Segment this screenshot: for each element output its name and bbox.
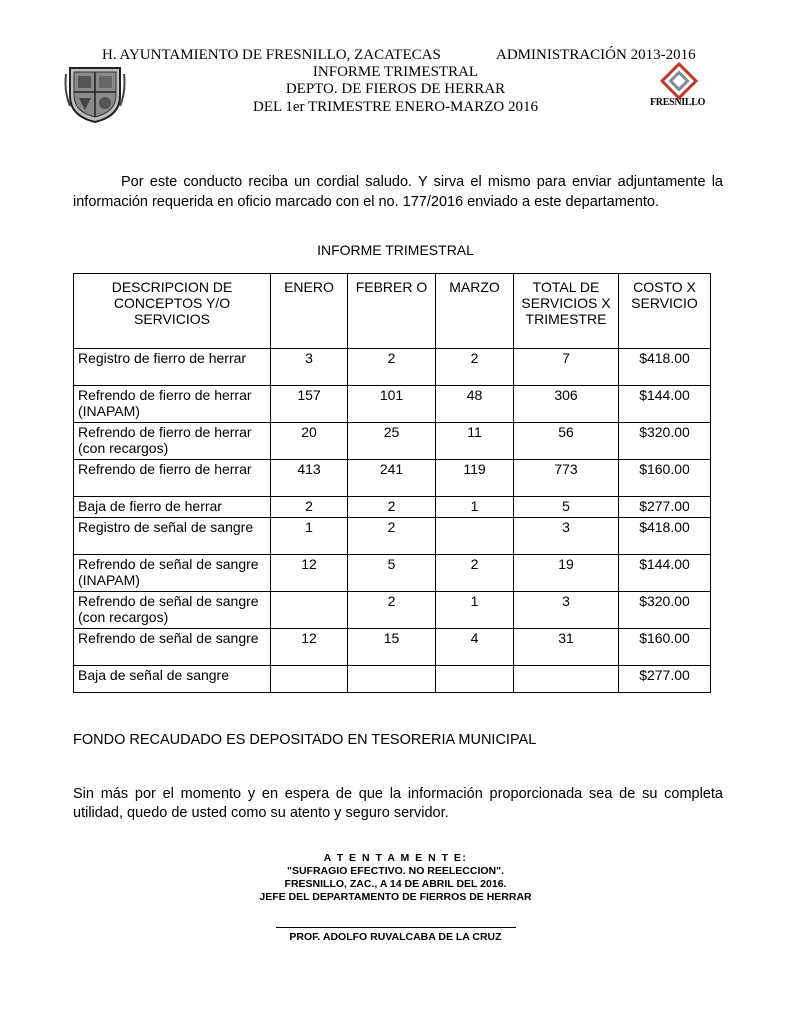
header-department: DEPTO. DE FIEROS DE HERRAR <box>285 81 506 97</box>
intro-paragraph <box>73 172 723 212</box>
cell-marzo: 48 <box>436 386 514 423</box>
intro-text: Por este conducto reciba un cordial saludo. Y sirva el mismo para enviar adjuntamente la información requerida en oficio marcado con el no. 177/2016 enviado a este departamento. <box>73 174 723 210</box>
cell-marzo: 1 <box>436 592 514 629</box>
cell-costo: $277.00 <box>619 666 711 693</box>
cell-costo: $418.00 <box>619 349 711 386</box>
cell-marzo <box>436 518 514 555</box>
cell-total <box>514 666 619 693</box>
fresnillo-logo-icon <box>648 62 710 124</box>
services-table <box>73 273 711 693</box>
cell-febrero: 2 <box>348 349 436 386</box>
table-row <box>74 497 711 518</box>
cell-febrero <box>348 666 436 693</box>
closing-paragraph: Sin más por el momento y en espera de que la información proporcionada sea de su completa utilidad, quedo de usted como su atento y seguro servidor. <box>73 786 723 821</box>
cell-description: Refrendo de fierro de herrar (INAPAM) <box>74 386 271 423</box>
cell-marzo: 11 <box>436 423 514 460</box>
cell-costo: $320.00 <box>619 423 711 460</box>
cell-total: 31 <box>514 629 619 666</box>
cell-total: 5 <box>514 497 619 518</box>
header-enero: ENERO <box>271 274 348 349</box>
cell-description: Baja de fierro de herrar <box>74 497 271 518</box>
cell-description: Refrendo de fierro de herrar (con recargos) <box>74 423 271 460</box>
cell-enero: 20 <box>271 423 348 460</box>
cell-enero <box>271 666 348 693</box>
cell-costo: $320.00 <box>619 592 711 629</box>
signature-place-date: FRESNILLO, ZAC., A 14 DE ABRIL DEL 2016. <box>284 878 507 890</box>
cell-febrero: 2 <box>348 592 436 629</box>
header-administration: ADMINISTRACIÓN 2013-2016 <box>496 47 696 63</box>
cell-marzo: 2 <box>436 349 514 386</box>
cell-description: Baja de señal de sangre <box>74 666 271 693</box>
signature-salutation: A T E N T A M E N T E: <box>323 852 468 864</box>
cell-costo: $144.00 <box>619 386 711 423</box>
cell-total: 19 <box>514 555 619 592</box>
header-municipality: H. AYUNTAMIENTO DE FRESNILLO, ZACATECAS <box>102 47 441 63</box>
cell-febrero: 241 <box>348 460 436 497</box>
cell-enero: 12 <box>271 555 348 592</box>
cell-enero: 3 <box>271 349 348 386</box>
cell-enero: 1 <box>271 518 348 555</box>
cell-total: 773 <box>514 460 619 497</box>
header-costo: COSTO X SERVICIO <box>619 274 711 349</box>
table-row <box>74 555 711 592</box>
cell-febrero: 101 <box>348 386 436 423</box>
municipal-seal-icon <box>64 62 126 124</box>
header-period: DEL 1er TRIMESTRE ENERO-MARZO 2016 <box>253 99 538 115</box>
table-row <box>74 518 711 555</box>
cell-description: Registro de fierro de herrar <box>74 349 271 386</box>
signature-motto: "SUFRAGIO EFECTIVO. NO REELECCION". <box>286 865 505 877</box>
header-description: DESCRIPCION DE CONCEPTOS Y/O SERVICIOS <box>74 274 271 349</box>
cell-enero <box>271 592 348 629</box>
cell-description: Refrendo de fierro de herrar <box>74 460 271 497</box>
cell-febrero: 2 <box>348 518 436 555</box>
table-header-row <box>74 274 711 349</box>
signature-line <box>276 927 516 928</box>
fund-note: FONDO RECAUDADO ES DEPOSITADO EN TESORERIA MUNICIPAL <box>73 732 537 748</box>
cell-enero: 2 <box>271 497 348 518</box>
header-total: TOTAL DE SERVICIOS X TRIMESTRE <box>514 274 619 349</box>
signature-name: PROF. ADOLFO RUVALCABA DE LA CRUZ <box>289 931 502 943</box>
header-report-title: INFORME TRIMESTRAL <box>312 64 479 80</box>
cell-marzo: 2 <box>436 555 514 592</box>
cell-total: 306 <box>514 386 619 423</box>
table-row <box>74 349 711 386</box>
cell-costo: $418.00 <box>619 518 711 555</box>
header-marzo: MARZO <box>436 274 514 349</box>
cell-total: 7 <box>514 349 619 386</box>
cell-description: Registro de señal de sangre <box>74 518 271 555</box>
cell-febrero: 5 <box>348 555 436 592</box>
table-row <box>74 629 711 666</box>
cell-description: Refrendo de señal de sangre (con recargos) <box>74 592 271 629</box>
cell-febrero: 15 <box>348 629 436 666</box>
cell-marzo <box>436 666 514 693</box>
cell-marzo: 4 <box>436 629 514 666</box>
table-row <box>74 592 711 629</box>
table-title: INFORME TRIMESTRAL <box>317 242 474 258</box>
cell-description: Refrendo de señal de sangre (INAPAM) <box>74 555 271 592</box>
cell-enero: 157 <box>271 386 348 423</box>
cell-marzo: 119 <box>436 460 514 497</box>
cell-total: 56 <box>514 423 619 460</box>
cell-costo: $160.00 <box>619 629 711 666</box>
cell-febrero: 2 <box>348 497 436 518</box>
table-row <box>74 423 711 460</box>
cell-description: Refrendo de señal de sangre <box>74 629 271 666</box>
signature-role: JEFE DEL DEPARTAMENTO DE FIERROS DE HERRAR <box>259 891 532 903</box>
table-row <box>74 460 711 497</box>
cell-costo: $144.00 <box>619 555 711 592</box>
cell-total: 3 <box>514 518 619 555</box>
cell-marzo: 1 <box>436 497 514 518</box>
cell-enero: 12 <box>271 629 348 666</box>
cell-enero: 413 <box>271 460 348 497</box>
cell-febrero: 25 <box>348 423 436 460</box>
logo-wordmark: FRESNILLO <box>650 97 706 108</box>
table-row <box>74 666 711 693</box>
cell-costo: $277.00 <box>619 497 711 518</box>
cell-total: 3 <box>514 592 619 629</box>
cell-costo: $160.00 <box>619 460 711 497</box>
table-row <box>74 386 711 423</box>
header-febrero: FEBRER O <box>348 274 436 349</box>
